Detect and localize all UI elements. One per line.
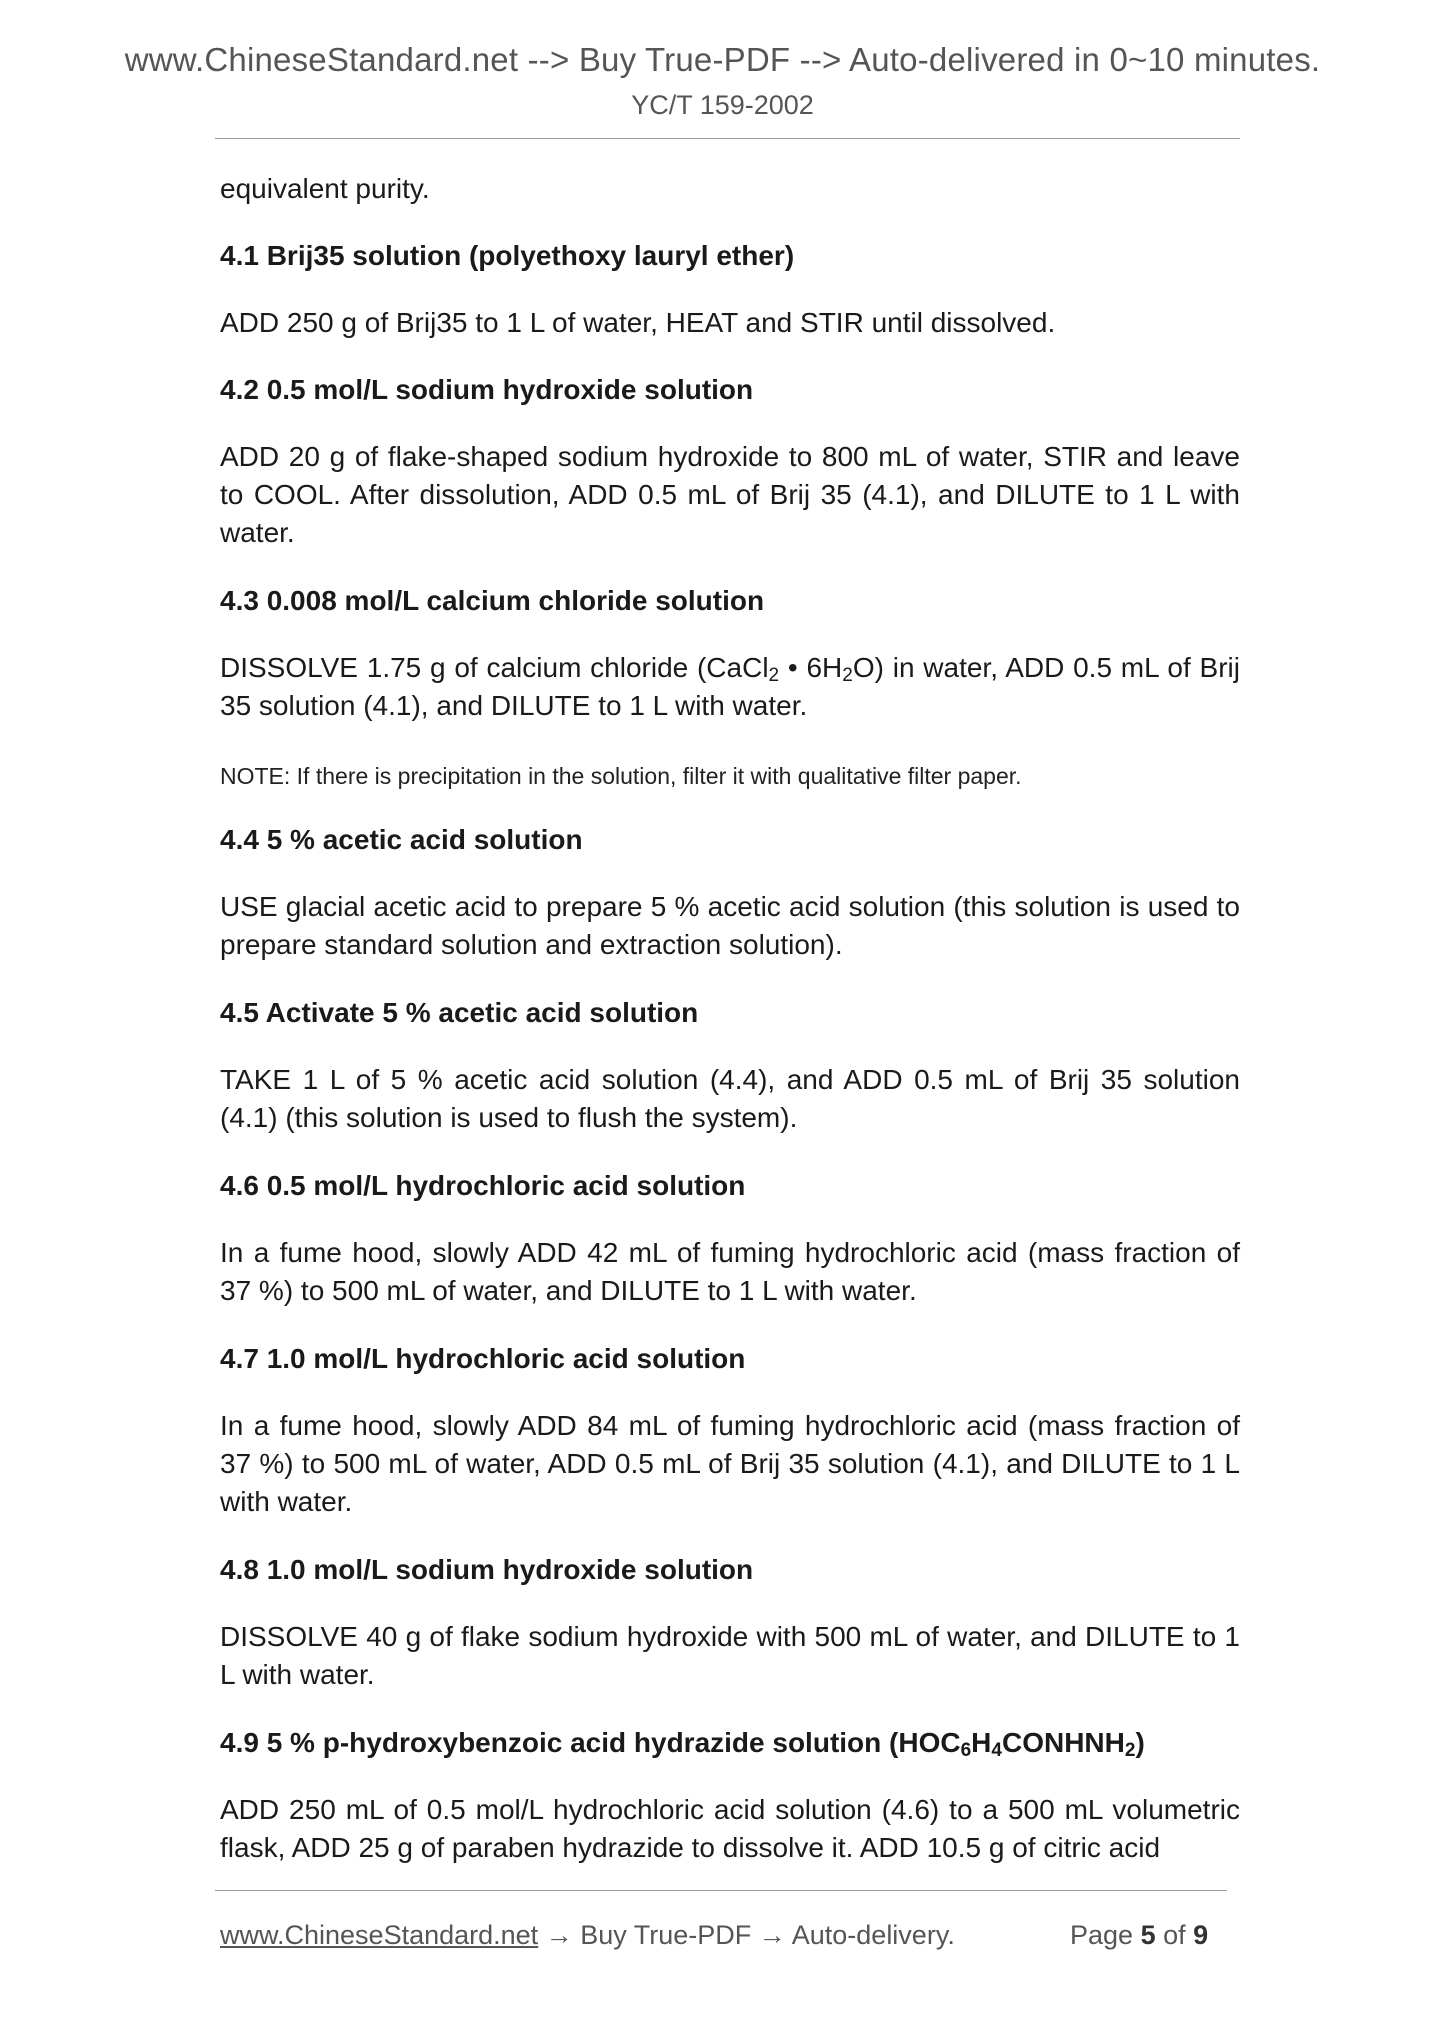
section-4-3-note: NOTE: If there is precipitation in the solution, filter it with qualitative filter paper. <box>220 763 1022 789</box>
total-pages-number: 9 <box>1193 1920 1209 1950</box>
section-4-1-text: ADD 250 g of Brij35 to 1 L of water, HEAT and STIR until dissolved. <box>220 307 1056 338</box>
section-4-6-text: In a fume hood, slowly ADD 42 mL of fuming hydrochloric acid (mass fraction of 37 %) to 500 mL of water, and DILUTE to 1 L with water. <box>220 1237 1240 1306</box>
section-4-6-heading: 4.6 0.5 mol/L hydrochloric acid solution <box>220 1170 746 1201</box>
section-4-7-text: In a fume hood, slowly ADD 84 mL of fuming hydrochloric acid (mass fraction of 37 %) to 500 mL of water, ADD 0.5 mL of Brij 35 solution (4.1), and DILUTE to 1 L with water. <box>220 1410 1240 1517</box>
page-indicator: Page 5 of 9 <box>1070 1920 1209 1950</box>
standard-code: YC/T 159-2002 <box>631 90 814 120</box>
section-4-9-heading: 4.9 5 % p-hydroxybenzoic acid hydrazide solution $(HOC_6H_4CONHNH_2)$ <box>220 1727 1145 1761</box>
section-4-9-text: ADD 250 mL of 0.5 mol/L hydrochloric acid solution (4.6) to a 500 mL volumetric flask, ADD 25 g of paraben hydrazide to dissolve it. ADD 10.5 g of citric acid <box>220 1794 1240 1863</box>
section-4-4-text: USE glacial acetic acid to prepare 5 % acetic acid solution (this solution is used to prepare standard solution and extraction solution). <box>220 891 1240 960</box>
section-4-3-heading: 4.3 0.008 mol/L calcium chloride solution <box>220 585 765 616</box>
section-4-8-heading: 4.8 1.0 mol/L sodium hydroxide solution <box>220 1554 754 1585</box>
section-4-2-text: ADD 20 g of flake-shaped sodium hydroxide to 800 mL of water, STIR and leave to COOL. After dissolution, ADD 0.5 mL of Brij 35 (4.1), and DILUTE to 1 L with water. <box>220 441 1240 548</box>
current-page-number: 5 <box>1140 1920 1156 1950</box>
section-4-7-heading: 4.7 1.0 mol/L hydrochloric acid solution <box>220 1343 746 1374</box>
header-divider <box>215 138 1240 139</box>
section-4-2-heading: 4.2 0.5 mol/L sodium hydroxide solution <box>220 374 754 405</box>
footer-site-link[interactable]: www.ChineseStandard.net <box>220 1920 539 1950</box>
section-4-3-text: DISSOLVE 1.75 g of calcium chloride (CaCl$_2$ • $6H_2O$) in water, ADD 0.5 mL of Brij 35 solution (4.1), and DILUTE to 1 L with water. <box>220 652 1240 721</box>
section-4-5-heading: 4.5 Activate 5 % acetic acid solution <box>220 997 699 1028</box>
section-4-1-heading: 4.1 Brij35 solution (polyethoxy lauryl ether) <box>220 240 795 271</box>
intro-text: equivalent purity. <box>220 173 430 204</box>
section-4-8-text: DISSOLVE 40 g of flake sodium hydroxide with 500 mL of water, and DILUTE to 1 L with water. <box>220 1621 1240 1690</box>
section-4-5-text: TAKE 1 L of 5 % acetic acid solution (4.4), and ADD 0.5 mL of Brij 35 solution (4.1) (this solution is used to flush the system). <box>220 1064 1240 1133</box>
footer-promo-text: → Buy True-PDF → Auto-delivery. <box>538 1920 955 1950</box>
site-banner: www.ChineseStandard.net --> Buy True-PDF --> Auto-delivered in 0~10 minutes. <box>124 41 1321 78</box>
section-4-4-heading: 4.4 5 % acetic acid solution <box>220 824 583 855</box>
footer-divider <box>215 1890 1227 1891</box>
footer-promo <box>220 1917 955 1953</box>
